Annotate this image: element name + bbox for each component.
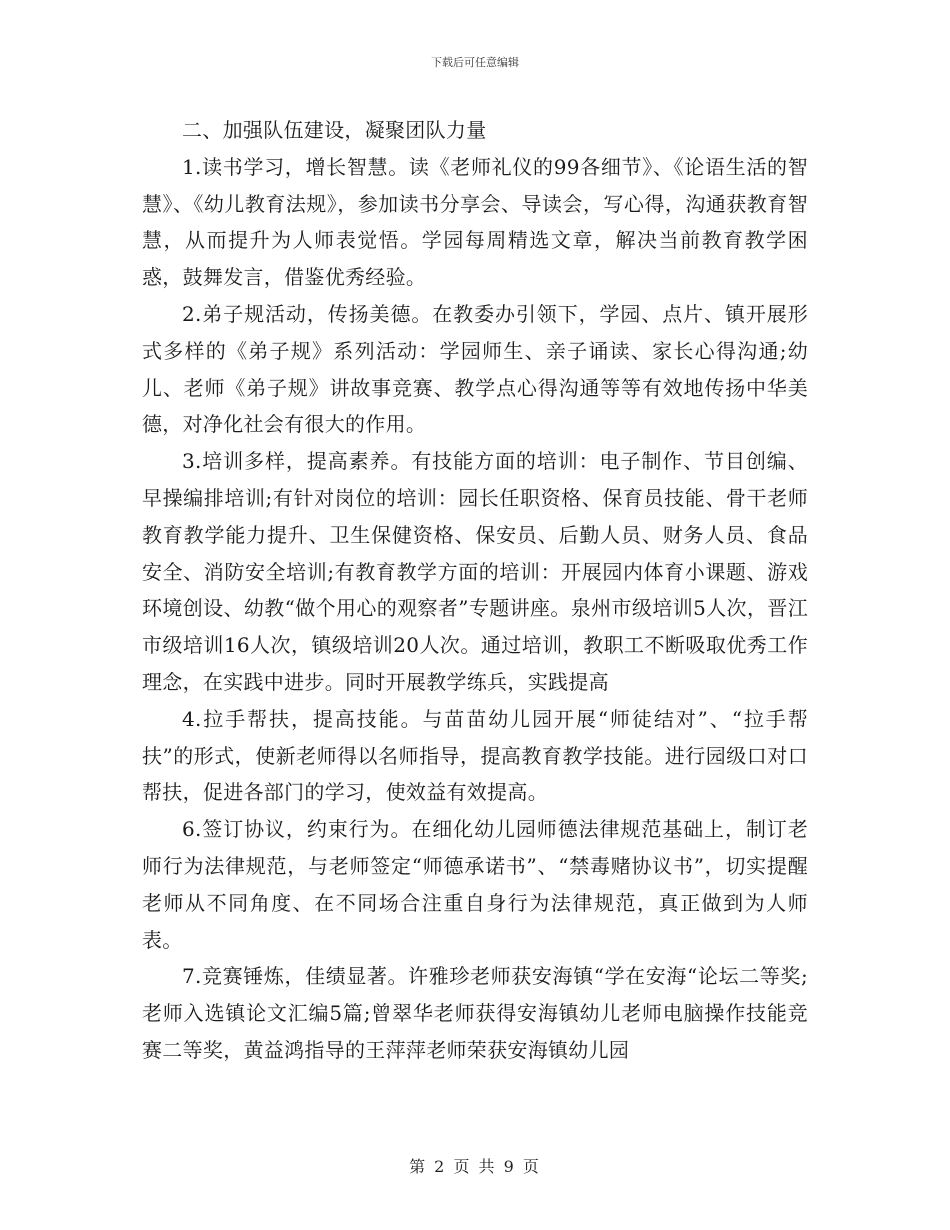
page-header: 下载后可任意编辑 [431,56,519,69]
paragraph-dizigui: 2.弟子规活动，传扬美德。在教委办引领下，学园、点片、镇开展形式多样的《弟子规》系列活动：学园师生、亲子诵读、家长心得沟通;幼儿、老师《弟子规》讲故事竞赛、教学点心得沟通等等有效地传扬中华美德，对净化社会有很大的作用。 [142,301,808,437]
section-heading: 二、加强队伍建设，凝聚团队力量 [182,118,487,142]
paragraph-agreement: 6.签订协议，约束行为。在细化幼儿园师德法律规范基础上，制订老师行为法律规范，与老师签定“师德承诺书”、“禁毒赌协议书”，切实提醒老师从不同角度、在不同场合注重自身行为法律规范，真正做到为人师表。 [142,817,808,952]
paragraph-training: 3.培训多样，提高素养。有技能方面的培训：电子制作、节目创编、早操编排培训;有针对岗位的培训：园长任职资格、保育员技能、骨干老师教育教学能力提升、卫生保健资格、保安员、后勤人员、财务人员、食品安全、消防安全培训;有教育教学方面的培训：开展园内体育小课题、游戏环境创设、幼教“做个用心的观察者”专题讲座。泉州市级培训5人次，晋江市级培训16人次，镇级培训20人次。通过培训，教职工不断吸取优秀工作理念，在实践中进步。同时开展教学练兵，实践提高 [142,449,808,694]
paragraph-competition: 7.竞赛锤炼，佳绩显著。许雅珍老师获安海镇“学在安海“论坛二等奖;老师入选镇论文汇编5篇;曾翠华老师获得安海镇幼儿老师电脑操作技能竞赛二等奖，黄益鸿指导的王萍萍老师荣获安海镇幼儿园 [142,964,808,1062]
paragraph-reading: 1.读书学习，增长智慧。读《老师礼仪的99各细节》、《论语生活的智慧》、《幼儿教育法规》，参加读书分享会、导读会，写心得，沟通获教育智慧，从而提升为人师表觉悟。学园每周精选文章，解决当前教育教学困惑，鼓舞发言，借鉴优秀经验。 [142,154,808,290]
page-number: 第 2 页 共 9 页 [409,1157,541,1176]
document-body [142,112,808,1069]
paragraph-mentoring: 4.拉手帮扶，提高技能。与苗苗幼儿园开展“师徒结对”、“拉手帮扶”的形式，使新老师得以名师指导，提高教育教学技能。进行园级口对口帮扶，促进各部门的学习，使效益有效提高。 [142,706,808,805]
